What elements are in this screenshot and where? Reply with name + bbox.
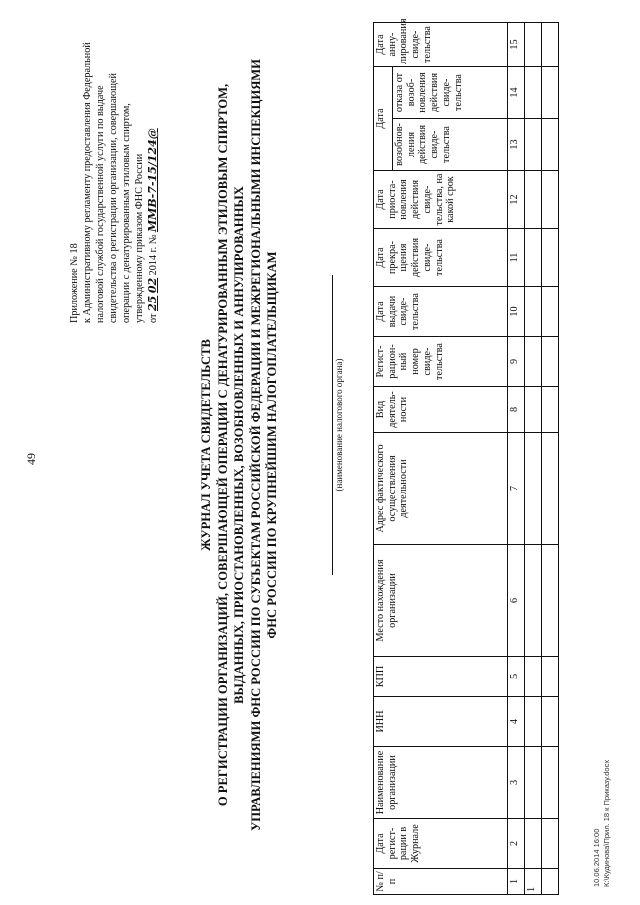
title-line: ЖУРНАЛ УЧЕТА СВИДЕТЕЛЬСТВ xyxy=(199,339,213,551)
table-cell xyxy=(542,171,559,229)
organ-name-line xyxy=(332,275,333,575)
table-cell xyxy=(525,67,542,119)
table-cell xyxy=(525,747,542,819)
table-row xyxy=(542,23,559,895)
table-cell xyxy=(525,229,542,287)
header-cell: ИНН xyxy=(374,697,508,747)
table-cell xyxy=(542,337,559,387)
table-cell xyxy=(525,337,542,387)
header-cell: Вид деятель-ности xyxy=(374,387,508,433)
title-line: ФНС РОССИИ ПО КРУПНЕЙШИМ НАЛОГОПЛАТЕЛЬЩИКАМ xyxy=(265,251,280,639)
title-line: О РЕГИСТРАЦИИ ОРГАНИЗАЦИЙ, СОВЕРШАЮЩЕЙ ОПЕРАЦИИ С ДЕНАТУРИРОВАННЫМ ЭТИЛОВЫМ СПИРТОМ, xyxy=(215,83,230,807)
column-number: 4 xyxy=(508,697,525,747)
table-cell xyxy=(542,67,559,119)
table-cell xyxy=(542,697,559,747)
header-cell: Дата анну-лирования свиде-тельства xyxy=(374,23,508,67)
table-cell xyxy=(525,387,542,433)
table-cell xyxy=(525,545,542,657)
date-year: 2014 г. № xyxy=(148,234,160,276)
column-number: 11 xyxy=(508,229,525,287)
header-cell: КПП xyxy=(374,657,508,697)
header-cell: возобнов-ления действия свиде-тельства xyxy=(393,119,508,171)
header-cell: Наименование организации xyxy=(374,747,508,819)
column-number: 5 xyxy=(508,657,525,697)
header-cell: № п/п xyxy=(374,869,508,895)
table-cell xyxy=(525,287,542,337)
table-cell xyxy=(542,747,559,819)
column-number: 1 xyxy=(508,869,525,895)
column-number: 15 xyxy=(508,23,525,67)
appendix-line: операции с денатурированным этиловым спиртом, xyxy=(121,103,133,323)
header-cell: отказа от возоб-новления действия свиде-тельства xyxy=(393,67,508,119)
table-cell xyxy=(525,23,542,67)
table-cell xyxy=(542,387,559,433)
footer-timestamp: 10.06.2014 16:00 xyxy=(592,828,601,887)
column-number: 9 xyxy=(508,337,525,387)
date-prefix: от xyxy=(148,313,160,323)
table-cell xyxy=(542,287,559,337)
table-cell xyxy=(525,657,542,697)
appendix-block xyxy=(68,33,160,323)
appendix-line: утвержденному приказом ФНС России xyxy=(134,153,146,323)
table-cell xyxy=(542,23,559,67)
organ-caption: (наименование налогового органа) xyxy=(334,358,344,492)
appendix-line: Приложение № 18 xyxy=(69,243,80,323)
table-cell xyxy=(542,819,559,869)
column-number: 6 xyxy=(508,545,525,657)
table-cell xyxy=(542,119,559,171)
appendix-line: налоговой службой государственной услуги по выдаче xyxy=(95,85,107,323)
footer-filepath: К:\Кудинова\Прил. 18 к Приказу.docx xyxy=(601,759,611,887)
page-number: 49 xyxy=(24,453,38,465)
date-month: 02 xyxy=(146,277,160,294)
journal-table xyxy=(373,18,559,895)
header-cell: Дата приоста-новления действия свиде-тельства, на какой срок xyxy=(374,171,508,229)
appendix-date-line xyxy=(146,33,160,323)
column-number: 2 xyxy=(508,819,525,869)
journal-title xyxy=(198,45,281,845)
column-number: 14 xyxy=(508,67,525,119)
table-cell: 1 xyxy=(525,869,542,895)
table-cell xyxy=(525,171,542,229)
column-number: 10 xyxy=(508,287,525,337)
column-number: 3 xyxy=(508,747,525,819)
header-cell: Регист-рацион-ный номер свиде-тельства xyxy=(374,337,508,387)
table-cell xyxy=(542,433,559,545)
table-cell xyxy=(542,657,559,697)
table-cell xyxy=(542,869,559,895)
column-number: 12 xyxy=(508,171,525,229)
appendix-line: свидетельства о регистрации организации, совершающей xyxy=(108,73,120,323)
order-number: ММВ-7-15/124@ xyxy=(146,128,160,232)
column-number: 13 xyxy=(508,119,525,171)
header-cell: Адрес фактического осуществления деятельности xyxy=(374,433,508,545)
table-cell xyxy=(525,119,542,171)
table-row xyxy=(525,23,542,895)
column-number: 7 xyxy=(508,433,525,545)
table-cell xyxy=(542,229,559,287)
title-line: ВЫДАННЫХ, ПРИОСТАНОВЛЕННЫХ, ВОЗОБНОВЛЕННЫХ И АННУЛИРОВАННЫХ xyxy=(232,186,247,704)
group-header-date: Дата xyxy=(374,67,393,171)
table-cell xyxy=(525,819,542,869)
table-cell xyxy=(542,545,559,657)
column-number: 8 xyxy=(508,387,525,433)
title-line: УПРАВЛЕНИЯМИ ФНС РОССИИ ПО СУБЪЕКТАМ РОССИЙСКОЙ ФЕДЕРАЦИИ И МЕЖРЕГИОНАЛЬНЫМИ ИНСПЕКЦИЯМИ xyxy=(248,59,263,831)
date-day: 25 xyxy=(146,295,160,312)
table-cell xyxy=(525,697,542,747)
header-cell: Дата выдачи свиде-тельства xyxy=(374,287,508,337)
file-footer xyxy=(592,760,612,887)
header-cell: Дата прекра-щения действия свиде-тельства xyxy=(374,229,508,287)
header-cell: Дата регист-рации в Журнале xyxy=(374,819,508,869)
header-cell: Место нахождения организации xyxy=(374,545,508,657)
appendix-line: к Административному регламенту предоставления Федеральной xyxy=(82,42,94,323)
table-cell xyxy=(525,433,542,545)
